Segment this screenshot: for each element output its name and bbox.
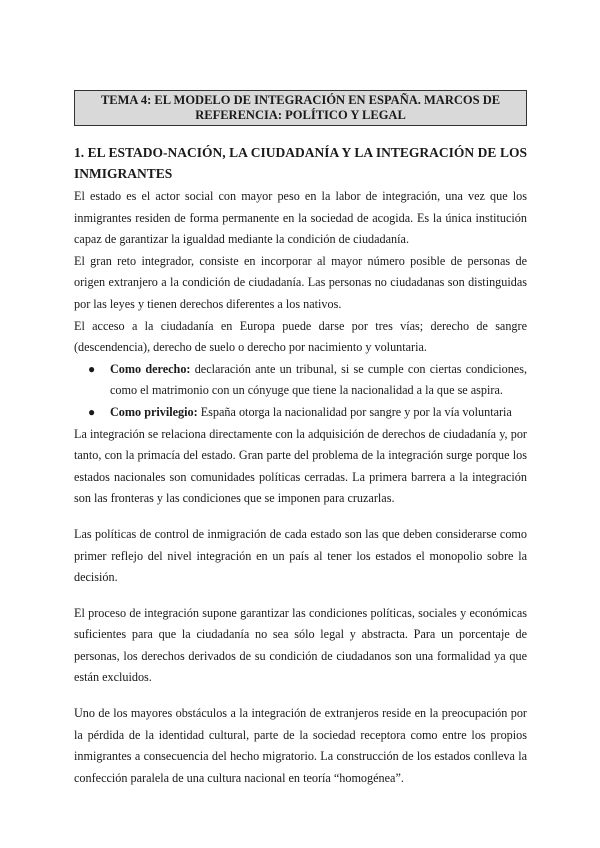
paragraph-3: El acceso a la ciudadanía en Europa puede darse por tres vías; derecho de sangre (descendencia), derecho de suelo o derecho por nacimiento y voluntaria. <box>74 318 527 355</box>
bullet-item <box>74 402 527 424</box>
bullet-dot-icon: ● <box>88 361 96 376</box>
bullet-text: España otorga la nacionalidad por sangre y por la vía voluntaria <box>200 404 512 419</box>
bullet-text: declaración ante un tribunal, si se cumple con ciertas condiciones, como el matrimonio con un cónyuge que tiene la nacionalidad a la que se aspira. <box>110 361 527 398</box>
bullet-label: Como derecho: <box>110 361 191 376</box>
bullet-dot-icon: ● <box>88 404 96 419</box>
paragraph-2: El gran reto integrador, consiste en incorporar al mayor número posible de personas de origen extranjero a la condición de ciudadanía. Las personas no ciudadanas son distinguidas por las leyes y tienen derechos diferentes a los nativos. <box>74 253 527 311</box>
bullet-label: Como privilegio: <box>110 404 198 419</box>
title-line-2: REFERENCIA: POLÍTICO Y LEGAL <box>195 108 406 122</box>
section-heading: 1. EL ESTADO-NACIÓN, LA CIUDADANÍA Y LA INTEGRACIÓN DE LOS INMIGRANTES <box>74 145 527 181</box>
paragraph-5: Las políticas de control de inmigración de cada estado son las que deben considerarse como primer reflejo del nivel integración en un país al tener los estados el monopolio sobre la decisión. <box>74 526 527 585</box>
paragraph-1: El estado es el actor social con mayor peso en la labor de integración, una vez que los inmigrantes residen de forma permanente en la sociedad de acogida. Es la única institución capaz de garantizar la igualdad mediante la condición de ciudadanía. <box>74 189 527 247</box>
document-body <box>74 142 527 789</box>
paragraph-6: El proceso de integración supone garantizar las condiciones políticas, sociales y económicas suficientes para que la ciudadanía no sea sólo legal y abstracta. Para un porcentaje de personas, los derechos derivados de su condición de ciudadanos son una formalidad ya que están excluidos. <box>74 605 527 685</box>
bullet-list <box>74 359 527 424</box>
paragraph-4: La integración se relaciona directamente con la adquisición de derechos de ciudadanía y, por tanto, con la primacía del estado. Gran parte del problema de la integración surge porque los estados nacionales son comunidades políticas cerradas. La primera barrera a la integración son las fronteras y las condiciones que se imponen para cruzarlas. <box>74 426 527 506</box>
title-line-1: TEMA 4: EL MODELO DE INTEGRACIÓN EN ESPAÑA. MARCOS DE <box>100 93 501 107</box>
bullet-item <box>74 359 527 402</box>
paragraph-7: Uno de los mayores obstáculos a la integración de extranjeros reside en la preocupación por la pérdida de la identidad cultural, parte de la sociedad receptora como entre los propios inmigrantes a consecuencia del hecho migratorio. La construcción de los estados conlleva la confección paralela de una cultura nacional en teoría “homogénea”. <box>74 706 527 785</box>
title-box <box>74 90 527 126</box>
